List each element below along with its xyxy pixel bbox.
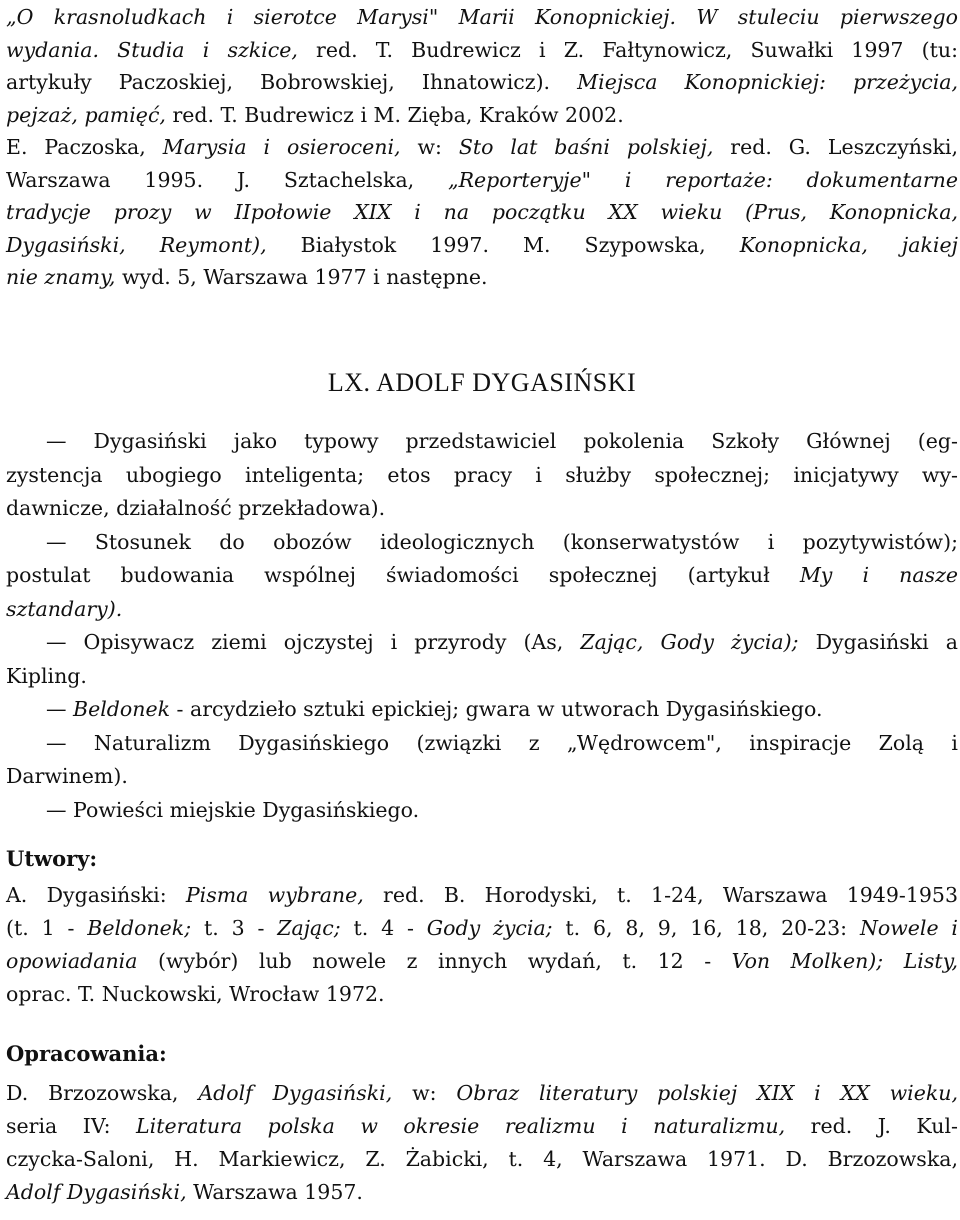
text-span: red. T. Budrewicz i Z. Fałtynowicz, Suwałki 1997 (tu:	[297, 37, 958, 62]
text-span: red. G. Leszczyński,	[713, 135, 958, 159]
text-span: Kipling.	[6, 663, 87, 688]
text-line	[6, 592, 958, 626]
italic-text: Literatura polska w okresie realizmu i naturalizmu,	[136, 1114, 786, 1138]
italic-text: pejzaż, pamięć,	[6, 102, 166, 127]
text-span: t. 6, 8, 9, 16, 18, 20-23:	[552, 916, 860, 940]
text-line	[6, 260, 958, 294]
text-span: Darwinem).	[6, 764, 128, 788]
text-span: red. B. Horodyski, t. 1-24, Warszawa 1949-1953	[363, 883, 958, 907]
text-span: dawnicze, działalność przekładowa).	[6, 496, 386, 520]
text-span: — Powieści miejskie Dygasińskiego.	[46, 797, 420, 822]
text-line	[6, 558, 958, 592]
text-line	[6, 98, 958, 132]
italic-text: Dygasiński, Reymont),	[6, 232, 267, 257]
italic-text: Zając;	[277, 916, 341, 940]
text-span: Dygasiński a	[798, 630, 958, 654]
text-span: Warszawa 1957.	[186, 1180, 363, 1204]
text-line	[6, 726, 958, 760]
text-line	[6, 163, 958, 197]
italic-text: Marysia i osieroceni,	[162, 135, 401, 159]
text-line	[6, 130, 958, 164]
italic-text: Sto lat baśni polskiej,	[458, 135, 714, 159]
italic-text: „O krasnoludkach i sierotce Marysi" Marii Konopnickiej. W stuleciu pierwszego	[6, 5, 958, 29]
italic-text: opowiadania	[6, 949, 138, 973]
text-span: w:	[400, 135, 459, 159]
italic-text: Zając, Gody życia);	[580, 630, 799, 654]
text-line	[6, 793, 958, 827]
text-span: red. J. Kul-	[785, 1114, 958, 1138]
text-line	[6, 878, 958, 912]
italic-text: My i nasze	[799, 563, 958, 587]
text-line	[6, 944, 958, 978]
text-span: — Opisywacz ziemi ojczystej i przyrody (As,	[46, 630, 581, 654]
text-line	[6, 0, 958, 34]
text-line	[6, 911, 958, 945]
text-span: seria IV:	[6, 1114, 137, 1138]
italic-text: sztandary).	[6, 596, 123, 621]
text-line	[6, 424, 958, 458]
text-span: — Naturalizm Dygasińskiego (związki z „Wędrowcem", inspiracje Zolą i	[46, 730, 958, 755]
italic-text: Gody życia;	[426, 916, 553, 940]
text-line	[6, 525, 958, 559]
text-line	[6, 491, 958, 525]
text-span: - arcydzieło sztuki epickiej; gwara w utworach Dygasińskiego.	[170, 697, 823, 721]
text-span: red. T. Budrewicz i M. Zięba, Kraków 2002.	[165, 102, 624, 127]
italic-text: Adolf Dygasiński,	[6, 1180, 187, 1204]
italic-text: Konopnicka, jakiej	[739, 232, 958, 257]
text-span: — Dygasiński jako typowy przedstawiciel pokolenia Szkoły Głównej (eg-	[46, 429, 958, 453]
italic-text: Miejsca Konopnickiej: przeżycia,	[577, 70, 958, 94]
text-span: (t. 1 -	[6, 916, 88, 940]
text-line	[6, 625, 958, 659]
text-line	[6, 195, 958, 229]
text-span: wyd. 5, Warszawa 1977 i następne.	[115, 265, 488, 289]
italic-text: „Reporteryje" i reportaże: dokumentarne	[447, 167, 958, 192]
text-span: A. Dygasiński:	[6, 883, 186, 907]
text-span: —	[46, 697, 74, 721]
text-line	[6, 458, 958, 492]
works-heading: Utwory:	[6, 846, 98, 871]
italic-text: Adolf Dygasiński,	[198, 1081, 393, 1105]
italic-text: Von Molken); Listy,	[731, 949, 958, 973]
italic-text: Beldonek	[73, 697, 171, 721]
text-span: (wybór) lub nowele z innych wydań, t. 12 -	[137, 949, 732, 973]
text-line	[6, 759, 958, 793]
italic-text: Obraz literatury polskiej XIX i XX wieku,	[456, 1081, 958, 1105]
text-span: Warszawa 1995. J. Sztachelska,	[6, 167, 448, 192]
text-span: zystencja ubogiego inteligenta; etos pracy i służby społecznej; inicjatywy wy-	[6, 462, 958, 487]
italic-text: wydania. Studia i szkice,	[6, 37, 298, 62]
text-line	[6, 33, 958, 67]
text-line	[6, 1076, 958, 1110]
text-line	[6, 659, 958, 693]
text-line	[6, 977, 958, 1011]
text-span: czycka-Saloni, H. Markiewicz, Z. Żabicki, t. 4, Warszawa 1971. D. Brzozowska,	[6, 1147, 958, 1171]
section-title: LX. ADOLF DYGASIŃSKI	[327, 368, 637, 397]
text-span: artykuły Paczoskiej, Bobrowskiej, Ihnatowicz).	[6, 70, 578, 94]
italic-text: Nowele i	[859, 916, 958, 940]
italic-text: Beldonek;	[87, 916, 192, 940]
text-span: — Stosunek do obozów ideologicznych (konserwatystów i pozytywistów);	[46, 529, 958, 554]
italic-text: nie znamy,	[6, 265, 116, 289]
text-span: t. 4 -	[340, 916, 427, 940]
italic-text: tradycje prozy w IIpołowie XIX i na początku XX wieku (Prus, Konopnicka,	[6, 200, 958, 224]
text-line	[6, 1109, 958, 1143]
text-line	[6, 1142, 958, 1176]
italic-text: Pisma wybrane,	[185, 883, 364, 907]
text-line	[6, 65, 958, 99]
studies-heading: Opracowania:	[6, 1041, 167, 1066]
text-span: D. Brzozowska,	[6, 1081, 199, 1105]
text-span: E. Paczoska,	[6, 135, 163, 159]
text-line	[6, 692, 958, 726]
text-line	[6, 1175, 958, 1209]
text-span: oprac. T. Nuckowski, Wrocław 1972.	[6, 982, 385, 1006]
text-span: t. 3 -	[191, 916, 278, 940]
text-span: postulat budowania wspólnej świadomości społecznej (artykuł	[6, 563, 800, 587]
text-span: Białystok 1997. M. Szypowska,	[266, 232, 740, 257]
text-span: w:	[392, 1081, 457, 1105]
text-line	[6, 228, 958, 262]
